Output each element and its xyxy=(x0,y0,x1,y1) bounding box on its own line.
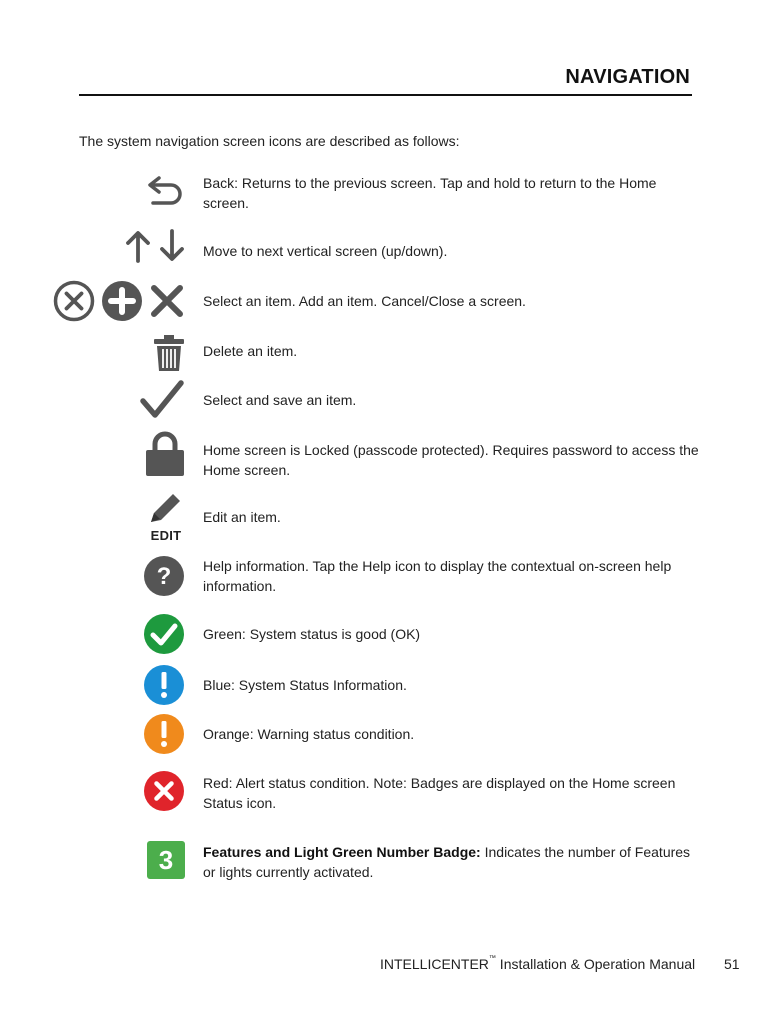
status-green-icon xyxy=(143,613,185,655)
svg-text:?: ? xyxy=(156,563,172,590)
row-description: Select and save an item. xyxy=(203,392,357,408)
lock-icon xyxy=(145,431,185,477)
row-description-rest: Indicates the number of Features or lights currently activated. xyxy=(203,844,691,880)
down-arrow-icon xyxy=(159,229,185,263)
close-icon xyxy=(149,280,185,322)
page-number: 51 xyxy=(724,956,740,972)
footer-manual-title xyxy=(380,956,695,972)
help-icon xyxy=(143,555,185,597)
row-description: Back: Returns to the previous screen. Tap and hold to return to the Home screen. xyxy=(203,175,657,211)
checkmark-icon xyxy=(139,379,185,421)
row-description: Red: Alert status condition. Note: Badges are displayed on the Home screen Status icon. xyxy=(203,775,676,811)
footer-product: INTELLICENTER xyxy=(380,956,489,972)
row-description xyxy=(203,843,703,882)
footer-manual: Installation & Operation Manual xyxy=(495,956,696,972)
row-description: Edit an item. xyxy=(203,509,281,525)
row-description: Green: System status is good (OK) xyxy=(203,626,421,642)
row-description: Move to next vertical screen (up/down). xyxy=(203,243,448,259)
add-icon xyxy=(101,280,143,322)
trash-icon xyxy=(153,334,185,372)
row-description: Home screen is Locked (passcode protected). Requires password to access the Home screen. xyxy=(203,442,699,478)
up-arrow-icon xyxy=(125,229,151,263)
back-arrow-icon xyxy=(145,174,185,210)
badge-number: 3 xyxy=(158,844,174,875)
row-description: Select an item. Add an item. Cancel/Close a screen. xyxy=(203,293,526,309)
status-blue-icon xyxy=(143,664,185,706)
edit-pencil-icon xyxy=(147,490,185,526)
cancel-circle-icon xyxy=(53,280,95,322)
status-red-icon xyxy=(143,770,185,812)
row-description: Orange: Warning status condition. xyxy=(203,726,415,742)
row-description: Blue: System Status Information. xyxy=(203,677,407,693)
edit-label: EDIT xyxy=(150,528,182,543)
section-title: NAVIGATION xyxy=(565,66,690,88)
number-badge-icon xyxy=(147,841,185,879)
row-description-bold: Features and Light Green Number Badge: xyxy=(203,844,481,860)
row-description: Help information. Tap the Help icon to display the contextual on-screen help information. xyxy=(203,558,672,594)
header-rule xyxy=(79,94,692,96)
status-orange-icon xyxy=(143,713,185,755)
intro-text: The system navigation screen icons are described as follows: xyxy=(79,133,460,149)
row-description: Delete an item. xyxy=(203,343,298,359)
footer-trademark: ™ xyxy=(488,955,496,962)
